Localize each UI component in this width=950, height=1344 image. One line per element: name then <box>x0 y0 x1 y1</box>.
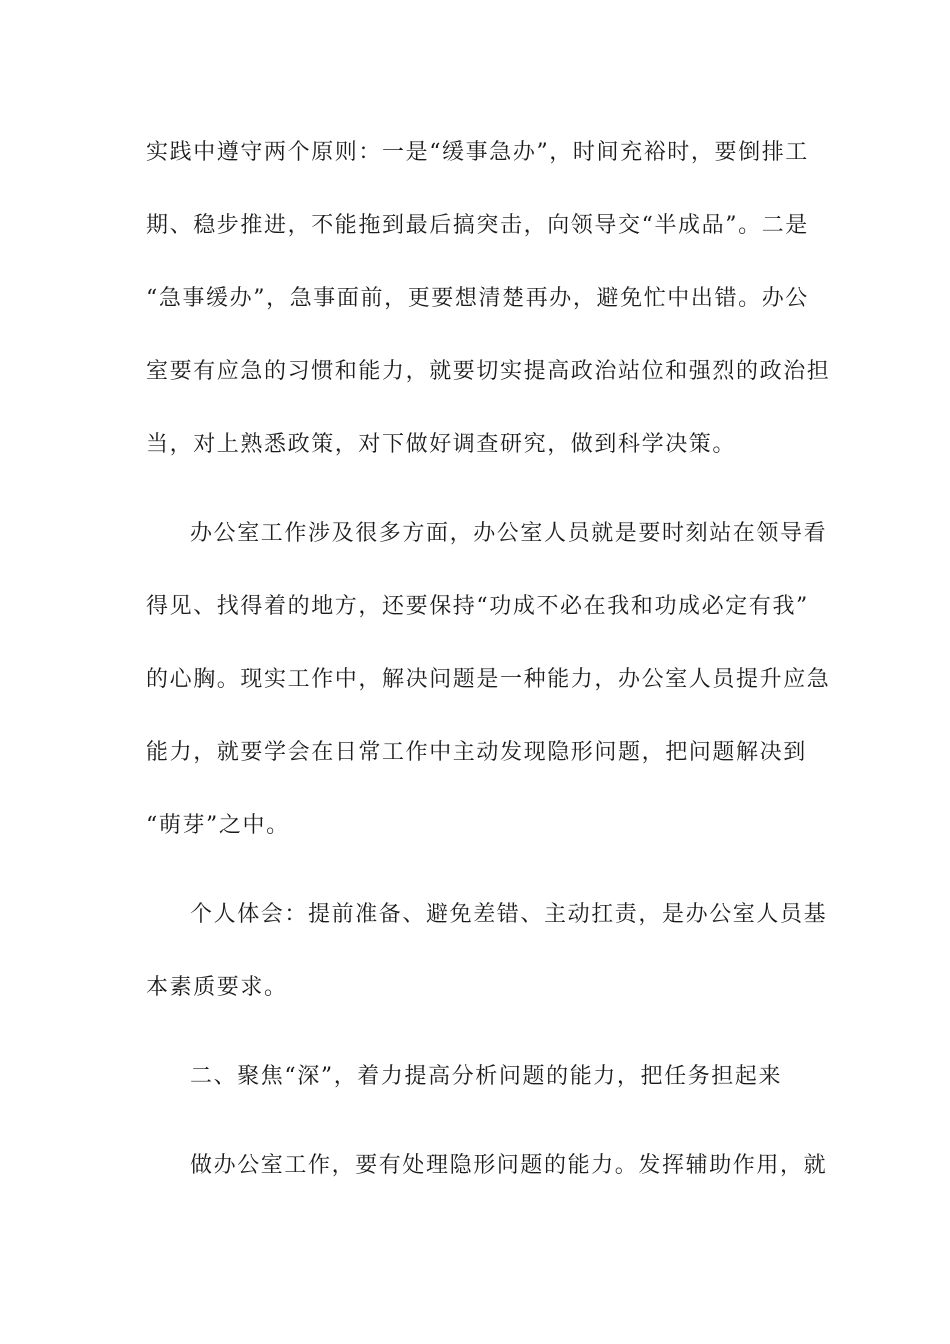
section-heading: 二、聚焦“深”，着力提高分析问题的能力，把任务担起来 <box>190 1064 783 1089</box>
paragraph-2-line-5: “萌芽”之中。 <box>146 813 290 838</box>
paragraph-5-line-1: 做办公室工作，要有处理隐形问题的能力。发挥辅助作用，就 <box>190 1153 828 1178</box>
paragraph-2-line-2: 得见、找得着的地方，还要保持“功成不必在我和功成必定有我” <box>146 594 809 619</box>
paragraph-2-line-4: 能力，就要学会在日常工作中主动发现隐形问题，把问题解决到 <box>146 740 807 765</box>
paragraph-1-line-5: 当，对上熟悉政策，对下做好调查研究，做到科学决策。 <box>146 432 737 457</box>
paragraph-3-line-2: 本素质要求。 <box>146 975 288 1000</box>
paragraph-1-line-4: 室要有应急的习惯和能力，就要切实提高政治站位和强烈的政治担 <box>146 359 831 384</box>
paragraph-3-line-1: 个人体会：提前准备、避免差错、主动扛责，是办公室人员基 <box>190 902 828 927</box>
paragraph-1-line-1: 实践中遵守两个原则：一是“缓事急办”，时间充裕时，要倒排工 <box>146 140 809 165</box>
paragraph-1-line-3: “急事缓办”，急事面前，更要想清楚再办，避免忙中出错。办公 <box>146 286 809 311</box>
paragraph-2-line-1: 办公室工作涉及很多方面，办公室人员就是要时刻站在领导看 <box>190 521 828 546</box>
paragraph-2-line-3: 的心胸。现实工作中，解决问题是一种能力，办公室人员提升应急 <box>146 667 831 692</box>
paragraph-1-line-2: 期、稳步推进，不能拖到最后搞突击，向领导交“半成品”。二是 <box>146 213 809 238</box>
